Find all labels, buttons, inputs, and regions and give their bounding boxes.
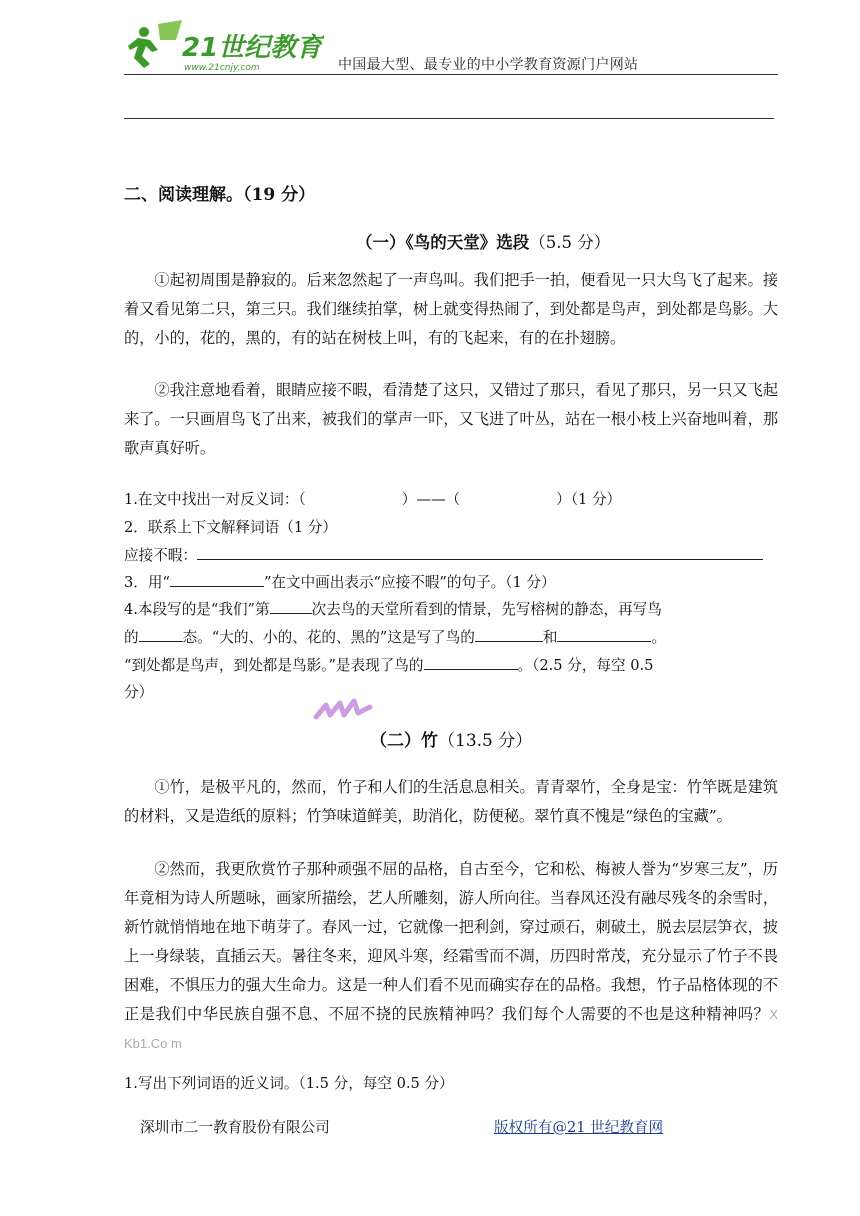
q3-prefix: 3．用“ [124, 574, 170, 591]
q4-part-d: 态。“大的、小的、花的、黑的”这是写了鸟的 [182, 629, 475, 646]
q1-prefix: 1.在文中找出一对反义词：（ [124, 491, 306, 508]
watermark-text: X Kb1.Co m [124, 1007, 778, 1051]
q4-part-f: 。 [651, 629, 667, 646]
question-4-line-4: 分） [124, 684, 154, 701]
q3-blank[interactable] [170, 573, 264, 587]
q4-blank-1[interactable] [270, 600, 312, 614]
q4-blank-4[interactable] [557, 628, 651, 642]
q4-part-b: 次去鸟的天堂所看到的情景，先写榕树的静态，再写鸟 [311, 601, 662, 618]
header-tagline: 中国最大型、最专业的中小学教育资源门户网站 [338, 57, 639, 73]
part2-question-1: 1.写出下列词语的近义词。（1.5 分，每空 0.5 分） [124, 1075, 454, 1092]
runner-icon [128, 20, 182, 68]
q4-part-e: 和 [542, 629, 558, 646]
passage1-title [356, 229, 610, 253]
question-3 [124, 571, 556, 592]
passage2-paragraph-1: ①竹，是极平凡的，然而，竹子和人们的生活息息相关。青青翠竹，全身是宝：竹竿既是建筑的材料，又是造纸的原料；竹笋味道鲜美，助消化，防便秘。翠竹真不愧是“绿色的宝藏”。 [124, 778, 778, 825]
passage1-title-text: （一）《鸟的天堂》选段 [356, 233, 530, 252]
question-1 [124, 488, 621, 509]
q4-part-c: 的 [124, 629, 139, 646]
question-4-line-2 [124, 626, 666, 647]
passage2-title-text: （二）竹 [370, 731, 438, 751]
question-2: 2．联系上下文解释词语（1 分） [124, 519, 337, 536]
q4-blank-3[interactable] [475, 628, 543, 642]
q4-part-g: “到处都是鸟声，到处都是鸟影。”是表现了鸟的 [124, 657, 424, 674]
passage1-points: （5.5 分） [529, 233, 611, 252]
passage2-paragraph-2-text: ②然而，我更欣赏竹子那种顽强不屈的品格，自古至今，它和松、梅被人誉为“岁寒三友”，历年竟相为诗人所题咏，画家所描绘，艺人所雕刻，游人所向往。当春风还没有融尽残冬的余雪时，新竹就悄悄地在地下萌芽了。春风一过，它就像一把利剑，穿过顽石，刺破土，脱去层层笋衣，披上一身绿装，直插云天。暑往冬来，迎风斗寒，经霜雪而不凋，历四时常茂，充分显示了竹子不畏困难，不惧压力的强大生命力。这是一种人们看不见而确实存在的品格。我想，竹子品格体现的不正是我们中华民族自强不息、不屈不挠的民族精神吗？我们每个人需要的不也是这种精神吗？ [124, 860, 778, 1023]
question-4-line-1 [124, 598, 662, 619]
header-divider [124, 74, 778, 75]
passage1-paragraph-2: ②我注意地看着，眼睛应接不暇，看清楚了这只，又错过了那只，看见了那只，另一只又飞起来了。一只画眉鸟飞了出来，被我们的掌声一吓，又飞进了叶丛，站在一根小枝上兴奋地叫着，那歌声真好听。 [124, 381, 778, 457]
q4-blank-5[interactable] [424, 656, 518, 670]
q3-suffix: ”在文中画出表示“应接不暇”的句子。（1 分） [263, 574, 556, 591]
q2-answer-line[interactable] [197, 546, 763, 560]
footer-copyright-link[interactable]: 版权所有@21 世纪教育网 [494, 1119, 664, 1136]
q4-blank-2[interactable] [139, 628, 183, 642]
passage2-title [370, 726, 532, 751]
passage2-paragraph-2 [124, 855, 778, 1058]
q1-suffix: ）（1 分） [556, 491, 622, 508]
q4-part-h: 。（2.5 分，每空 0.5 [517, 657, 654, 674]
section-title: 二、阅读理解。（19 分） [124, 185, 316, 205]
question-2-answer [124, 544, 763, 565]
logo-url: www.21cnjy.com [184, 63, 260, 73]
footer-company: 深圳市二一教育股份有限公司 [140, 1119, 330, 1136]
q1-mid: ）——（ [401, 491, 461, 508]
q2-label: 应接不暇： [124, 547, 197, 564]
decorative-squiggle [312, 697, 376, 723]
logo-text: 21世纪教育 [182, 33, 323, 63]
passage1-paragraph-1: ①起初周围是静寂的。后来忽然起了一声鸟叫。我们把手一拍，便看见一只大鸟飞了起来。接着又看见第二只，第三只。我们继续拍掌，树上就变得热闹了，到处都是鸟声，到处都是鸟影。大的，小的，花的，黑的，有的站在树枝上叫，有的飞起来，有的在扑翅膀。 [124, 271, 778, 347]
q4-part-a: 4.本段写的是“我们”第 [124, 601, 270, 618]
top-rule [124, 118, 774, 119]
site-logo [124, 20, 324, 76]
question-4-line-3 [124, 654, 653, 675]
passage2-points: （13.5 分） [438, 731, 533, 751]
